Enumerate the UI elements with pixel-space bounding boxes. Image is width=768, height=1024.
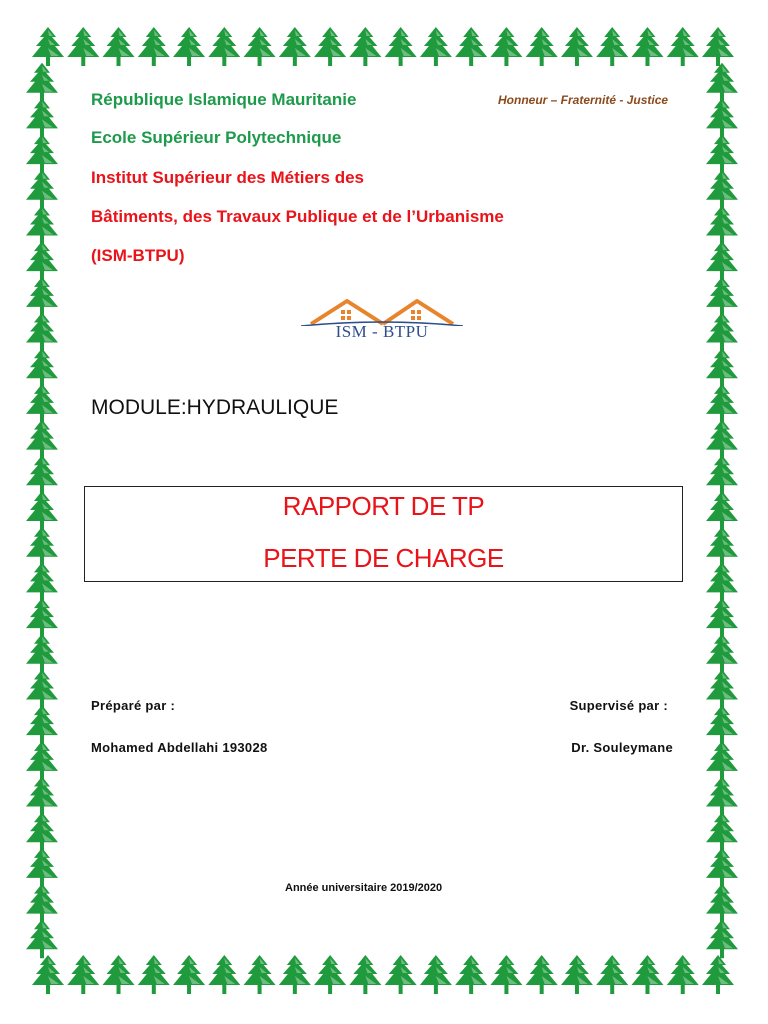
supervisor-name: Dr. Souleymane (571, 740, 673, 755)
pine-tree-icon (706, 205, 738, 244)
pine-tree-icon (455, 955, 487, 994)
prepared-by-label: Préparé par : (91, 698, 176, 713)
module-title: MODULE:HYDRAULIQUE (91, 396, 339, 419)
pine-tree-icon (26, 919, 58, 958)
logo-text: ISM - BTPU (335, 322, 429, 341)
report-title-line-1: RAPPORT DE TP (282, 491, 485, 521)
pine-tree-icon (706, 348, 738, 387)
pine-tree-icon (490, 955, 522, 994)
pine-tree-icon (26, 812, 58, 851)
pine-tree-icon (706, 313, 738, 352)
pine-tree-icon (706, 884, 738, 923)
ism-btpu-logo (297, 296, 467, 348)
pine-tree-icon (706, 598, 738, 637)
pine-tree-icon (706, 420, 738, 459)
pine-tree-icon (32, 27, 64, 66)
pine-tree-icon (26, 777, 58, 816)
pine-tree-icon (279, 27, 311, 66)
pine-tree-icon (420, 27, 452, 66)
institute-line-1: Institut Supérieur des Métiers des (91, 168, 365, 187)
pine-tree-icon (26, 634, 58, 673)
pine-tree-icon (420, 955, 452, 994)
pine-tree-icon (244, 955, 276, 994)
pine-tree-icon (26, 491, 58, 530)
pine-tree-icon (26, 705, 58, 744)
pine-tree-icon (32, 955, 64, 994)
pine-tree-icon (26, 669, 58, 708)
pine-tree-icon (706, 98, 738, 137)
pine-tree-icon (67, 27, 99, 66)
pine-tree-icon (244, 27, 276, 66)
pine-tree-icon (26, 348, 58, 387)
pine-tree-icon (702, 955, 734, 994)
pine-tree-icon (490, 27, 522, 66)
pine-tree-icon (631, 27, 663, 66)
pine-tree-icon (314, 27, 346, 66)
academic-year: Année universitaire 2019/2020 (285, 882, 443, 894)
pine-tree-icon (455, 27, 487, 66)
pine-tree-icon (706, 527, 738, 566)
supervised-by-label: Supervisé par : (569, 698, 668, 713)
pine-tree-icon (314, 955, 346, 994)
pine-tree-icon (706, 848, 738, 887)
pine-tree-icon (706, 455, 738, 494)
pine-tree-icon (631, 955, 663, 994)
pine-tree-icon (26, 527, 58, 566)
pine-tree-icon (173, 955, 205, 994)
pine-tree-icon (706, 562, 738, 601)
pine-tree-icon (706, 170, 738, 209)
pine-tree-icon (385, 27, 417, 66)
pine-tree-icon (26, 98, 58, 137)
pine-tree-icon (706, 812, 738, 851)
pine-tree-icon (208, 27, 240, 66)
pine-tree-icon (26, 277, 58, 316)
pine-tree-icon (26, 562, 58, 601)
pine-tree-icon (103, 955, 135, 994)
pine-tree-icon (596, 955, 628, 994)
pine-tree-icon (706, 241, 738, 280)
pine-tree-icon (26, 598, 58, 637)
pine-tree-icon (349, 27, 381, 66)
pine-tree-icon (26, 455, 58, 494)
pine-tree-icon (526, 27, 558, 66)
pine-tree-icon (706, 705, 738, 744)
pine-tree-icon (279, 955, 311, 994)
pine-tree-icon (26, 313, 58, 352)
country-name: République Islamique Mauritanie (91, 90, 357, 109)
pine-tree-icon (26, 741, 58, 780)
pine-tree-icon (706, 669, 738, 708)
pine-tree-icon (526, 955, 558, 994)
pine-tree-icon (208, 955, 240, 994)
school-name: Ecole Supérieur Polytechnique (91, 128, 342, 147)
pine-tree-icon (67, 955, 99, 994)
institute-line-2: Bâtiments, des Travaux Publique et de l’Urbanisme (91, 207, 504, 226)
pine-tree-icon (26, 848, 58, 887)
pine-tree-icon (706, 919, 738, 958)
pine-tree-icon (667, 27, 699, 66)
pine-tree-icon (349, 955, 381, 994)
pine-tree-icon (103, 27, 135, 66)
pine-tree-icon (26, 884, 58, 923)
pine-tree-icon (706, 634, 738, 673)
pine-tree-icon (26, 420, 58, 459)
pine-tree-icon (138, 27, 170, 66)
pine-tree-icon (138, 955, 170, 994)
pine-tree-icon (702, 27, 734, 66)
student-name: Mohamed Abdellahi 193028 (91, 740, 268, 755)
institute-acronym: (ISM-BTPU) (91, 246, 185, 265)
pine-tree-icon (561, 955, 593, 994)
pine-tree-icon (26, 205, 58, 244)
pine-tree-icon (26, 63, 58, 102)
pine-tree-icon (385, 955, 417, 994)
pine-tree-icon (173, 27, 205, 66)
pine-tree-icon (706, 277, 738, 316)
national-motto: Honneur – Fraternité - Justice (498, 93, 669, 107)
pine-tree-icon (26, 384, 58, 423)
report-title-box (84, 486, 683, 582)
pine-tree-icon (596, 27, 628, 66)
report-title-line-2: PERTE DE CHARGE (263, 543, 504, 573)
pine-tree-icon (706, 777, 738, 816)
pine-tree-icon (26, 134, 58, 173)
pine-tree-icon (706, 63, 738, 102)
pine-tree-icon (706, 384, 738, 423)
pine-tree-icon (706, 491, 738, 530)
pine-tree-icon (706, 741, 738, 780)
pine-tree-icon (26, 170, 58, 209)
pine-tree-icon (706, 134, 738, 173)
pine-tree-icon (667, 955, 699, 994)
pine-tree-icon (26, 241, 58, 280)
pine-tree-icon (561, 27, 593, 66)
